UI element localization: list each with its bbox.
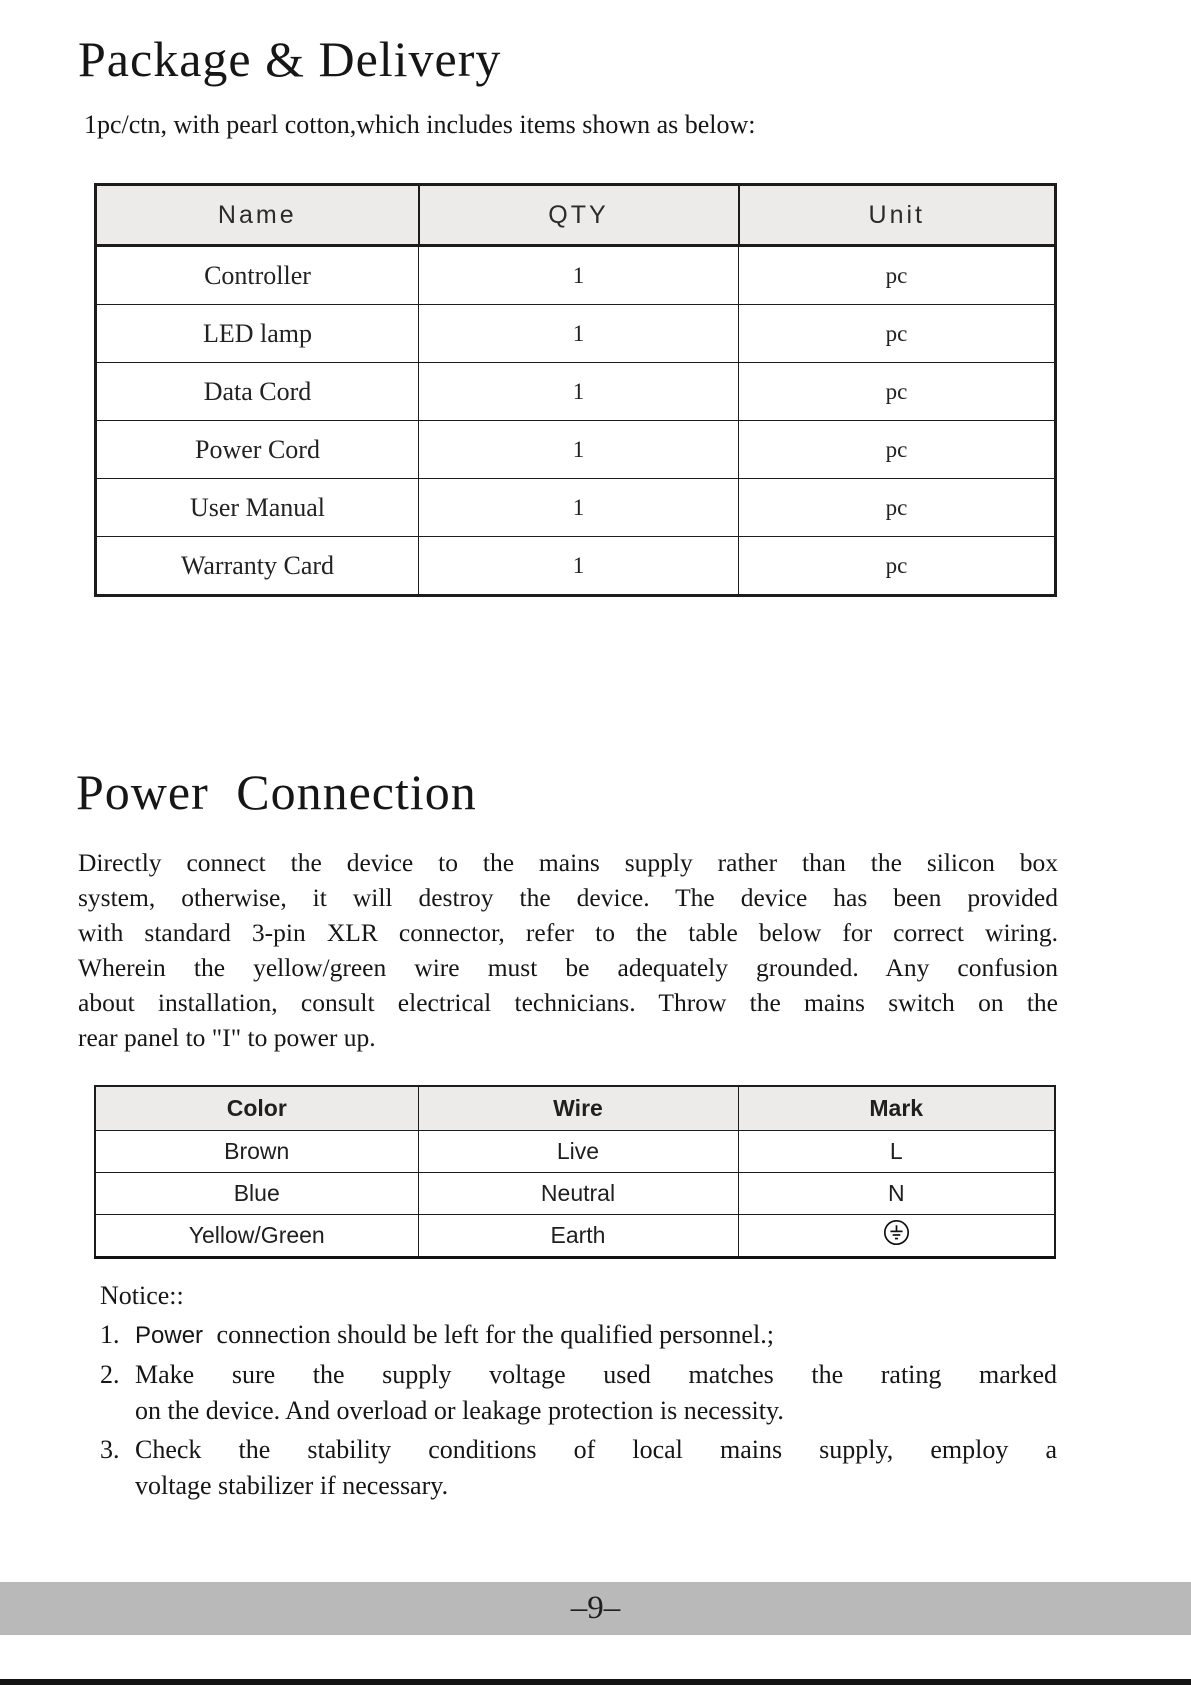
notice-section bbox=[100, 1278, 1057, 1507]
notice-item-line: Check the stability conditions of local mains supply, employ a bbox=[135, 1435, 1057, 1464]
table-row bbox=[95, 1173, 1055, 1215]
table-cell-mark: N bbox=[738, 1173, 1055, 1215]
table-cell-qty: 1 bbox=[419, 305, 739, 363]
notice-item-line: voltage stabilizer if necessary. bbox=[135, 1471, 449, 1500]
notice-item-line: Make sure the supply voltage used matches the rating marked bbox=[135, 1360, 1057, 1389]
table-cell-unit: pc bbox=[739, 305, 1056, 363]
paragraph-line: with standard 3-pin XLR connector, refer to the table below for correct wiring. bbox=[78, 918, 1058, 947]
table-cell-color: Yellow/Green bbox=[95, 1215, 418, 1258]
table-row bbox=[96, 305, 1056, 363]
table-row bbox=[95, 1215, 1055, 1258]
table-cell-name: Power Cord bbox=[96, 421, 419, 479]
table-header-mark: Mark bbox=[738, 1086, 1055, 1131]
table-cell-unit: pc bbox=[739, 246, 1056, 305]
table-cell-name: LED lamp bbox=[96, 305, 419, 363]
table-cell-qty: 1 bbox=[419, 246, 739, 305]
table-cell-name: Controller bbox=[96, 246, 419, 305]
page-bottom-edge-bar bbox=[0, 1679, 1191, 1685]
table-header-wire: Wire bbox=[418, 1086, 738, 1131]
paragraph-line: Wherein the yellow/green wire must be adequately grounded. Any confusion bbox=[78, 953, 1058, 982]
table-cell-color: Brown bbox=[95, 1131, 418, 1173]
table-cell-color: Blue bbox=[95, 1173, 418, 1215]
section-title-power-connection: Power Connection bbox=[76, 764, 477, 820]
table-cell-unit: pc bbox=[739, 421, 1056, 479]
table-cell-mark: L bbox=[738, 1131, 1055, 1173]
table-header-color: Color bbox=[95, 1086, 418, 1131]
package-intro-text: 1pc/ctn, with pearl cotton,which includes items shown as below: bbox=[84, 110, 756, 139]
table-row bbox=[96, 421, 1056, 479]
table-cell-qty: 1 bbox=[419, 537, 739, 596]
table-header-qty: QTY bbox=[419, 185, 739, 246]
table-cell-wire: Neutral bbox=[418, 1173, 738, 1215]
list-number: 1. bbox=[100, 1320, 120, 1349]
table-header-row bbox=[95, 1086, 1055, 1131]
table-header-unit: Unit bbox=[739, 185, 1056, 246]
notice-label: Notice:: bbox=[100, 1281, 184, 1310]
table-cell-wire: Earth bbox=[418, 1215, 738, 1258]
table-cell-name: Data Cord bbox=[96, 363, 419, 421]
page-number: –9– bbox=[570, 1590, 621, 1626]
notice-item-2 bbox=[100, 1357, 1057, 1429]
notice-item-line: on the device. And overload or leakage protection is necessity. bbox=[135, 1396, 784, 1425]
page-footer-bar bbox=[0, 1582, 1191, 1635]
table-cell-unit: pc bbox=[739, 363, 1056, 421]
notice-item-text-rest: connection should be left for the qualified personnel.; bbox=[210, 1320, 774, 1349]
table-row bbox=[96, 537, 1056, 596]
earth-ground-icon bbox=[883, 1219, 910, 1252]
package-contents-table bbox=[94, 183, 1057, 597]
table-cell-qty: 1 bbox=[419, 363, 739, 421]
table-header-row bbox=[96, 185, 1056, 246]
power-connection-paragraph bbox=[78, 845, 1058, 1055]
section-title-package-delivery: Package & Delivery bbox=[78, 31, 502, 87]
table-cell-wire: Live bbox=[418, 1131, 738, 1173]
table-row bbox=[96, 479, 1056, 537]
table-cell-name: User Manual bbox=[96, 479, 419, 537]
table-cell-name: Warranty Card bbox=[96, 537, 419, 596]
table-row bbox=[96, 246, 1056, 305]
table-row bbox=[95, 1131, 1055, 1173]
paragraph-line: rear panel to "I" to power up. bbox=[78, 1023, 376, 1052]
notice-word-power: Power bbox=[135, 1322, 204, 1349]
notice-item-1 bbox=[100, 1317, 1057, 1354]
table-cell-unit: pc bbox=[739, 537, 1056, 596]
notice-item-3 bbox=[100, 1432, 1057, 1504]
list-number: 3. bbox=[100, 1435, 120, 1464]
paragraph-line: Directly connect the device to the mains supply rather than the silicon box bbox=[78, 848, 1058, 877]
paragraph-line: system, otherwise, it will destroy the device. The device has been provided bbox=[78, 883, 1058, 912]
table-cell-unit: pc bbox=[739, 479, 1056, 537]
list-number: 2. bbox=[100, 1360, 120, 1389]
table-cell-qty: 1 bbox=[419, 421, 739, 479]
table-cell-qty: 1 bbox=[419, 479, 739, 537]
table-cell-mark bbox=[738, 1215, 1055, 1258]
table-header-name: Name bbox=[96, 185, 419, 246]
paragraph-line: about installation, consult electrical technicians. Throw the mains switch on the bbox=[78, 988, 1058, 1017]
table-row bbox=[96, 363, 1056, 421]
notice-item-text bbox=[135, 1320, 774, 1349]
wiring-table bbox=[94, 1085, 1056, 1259]
